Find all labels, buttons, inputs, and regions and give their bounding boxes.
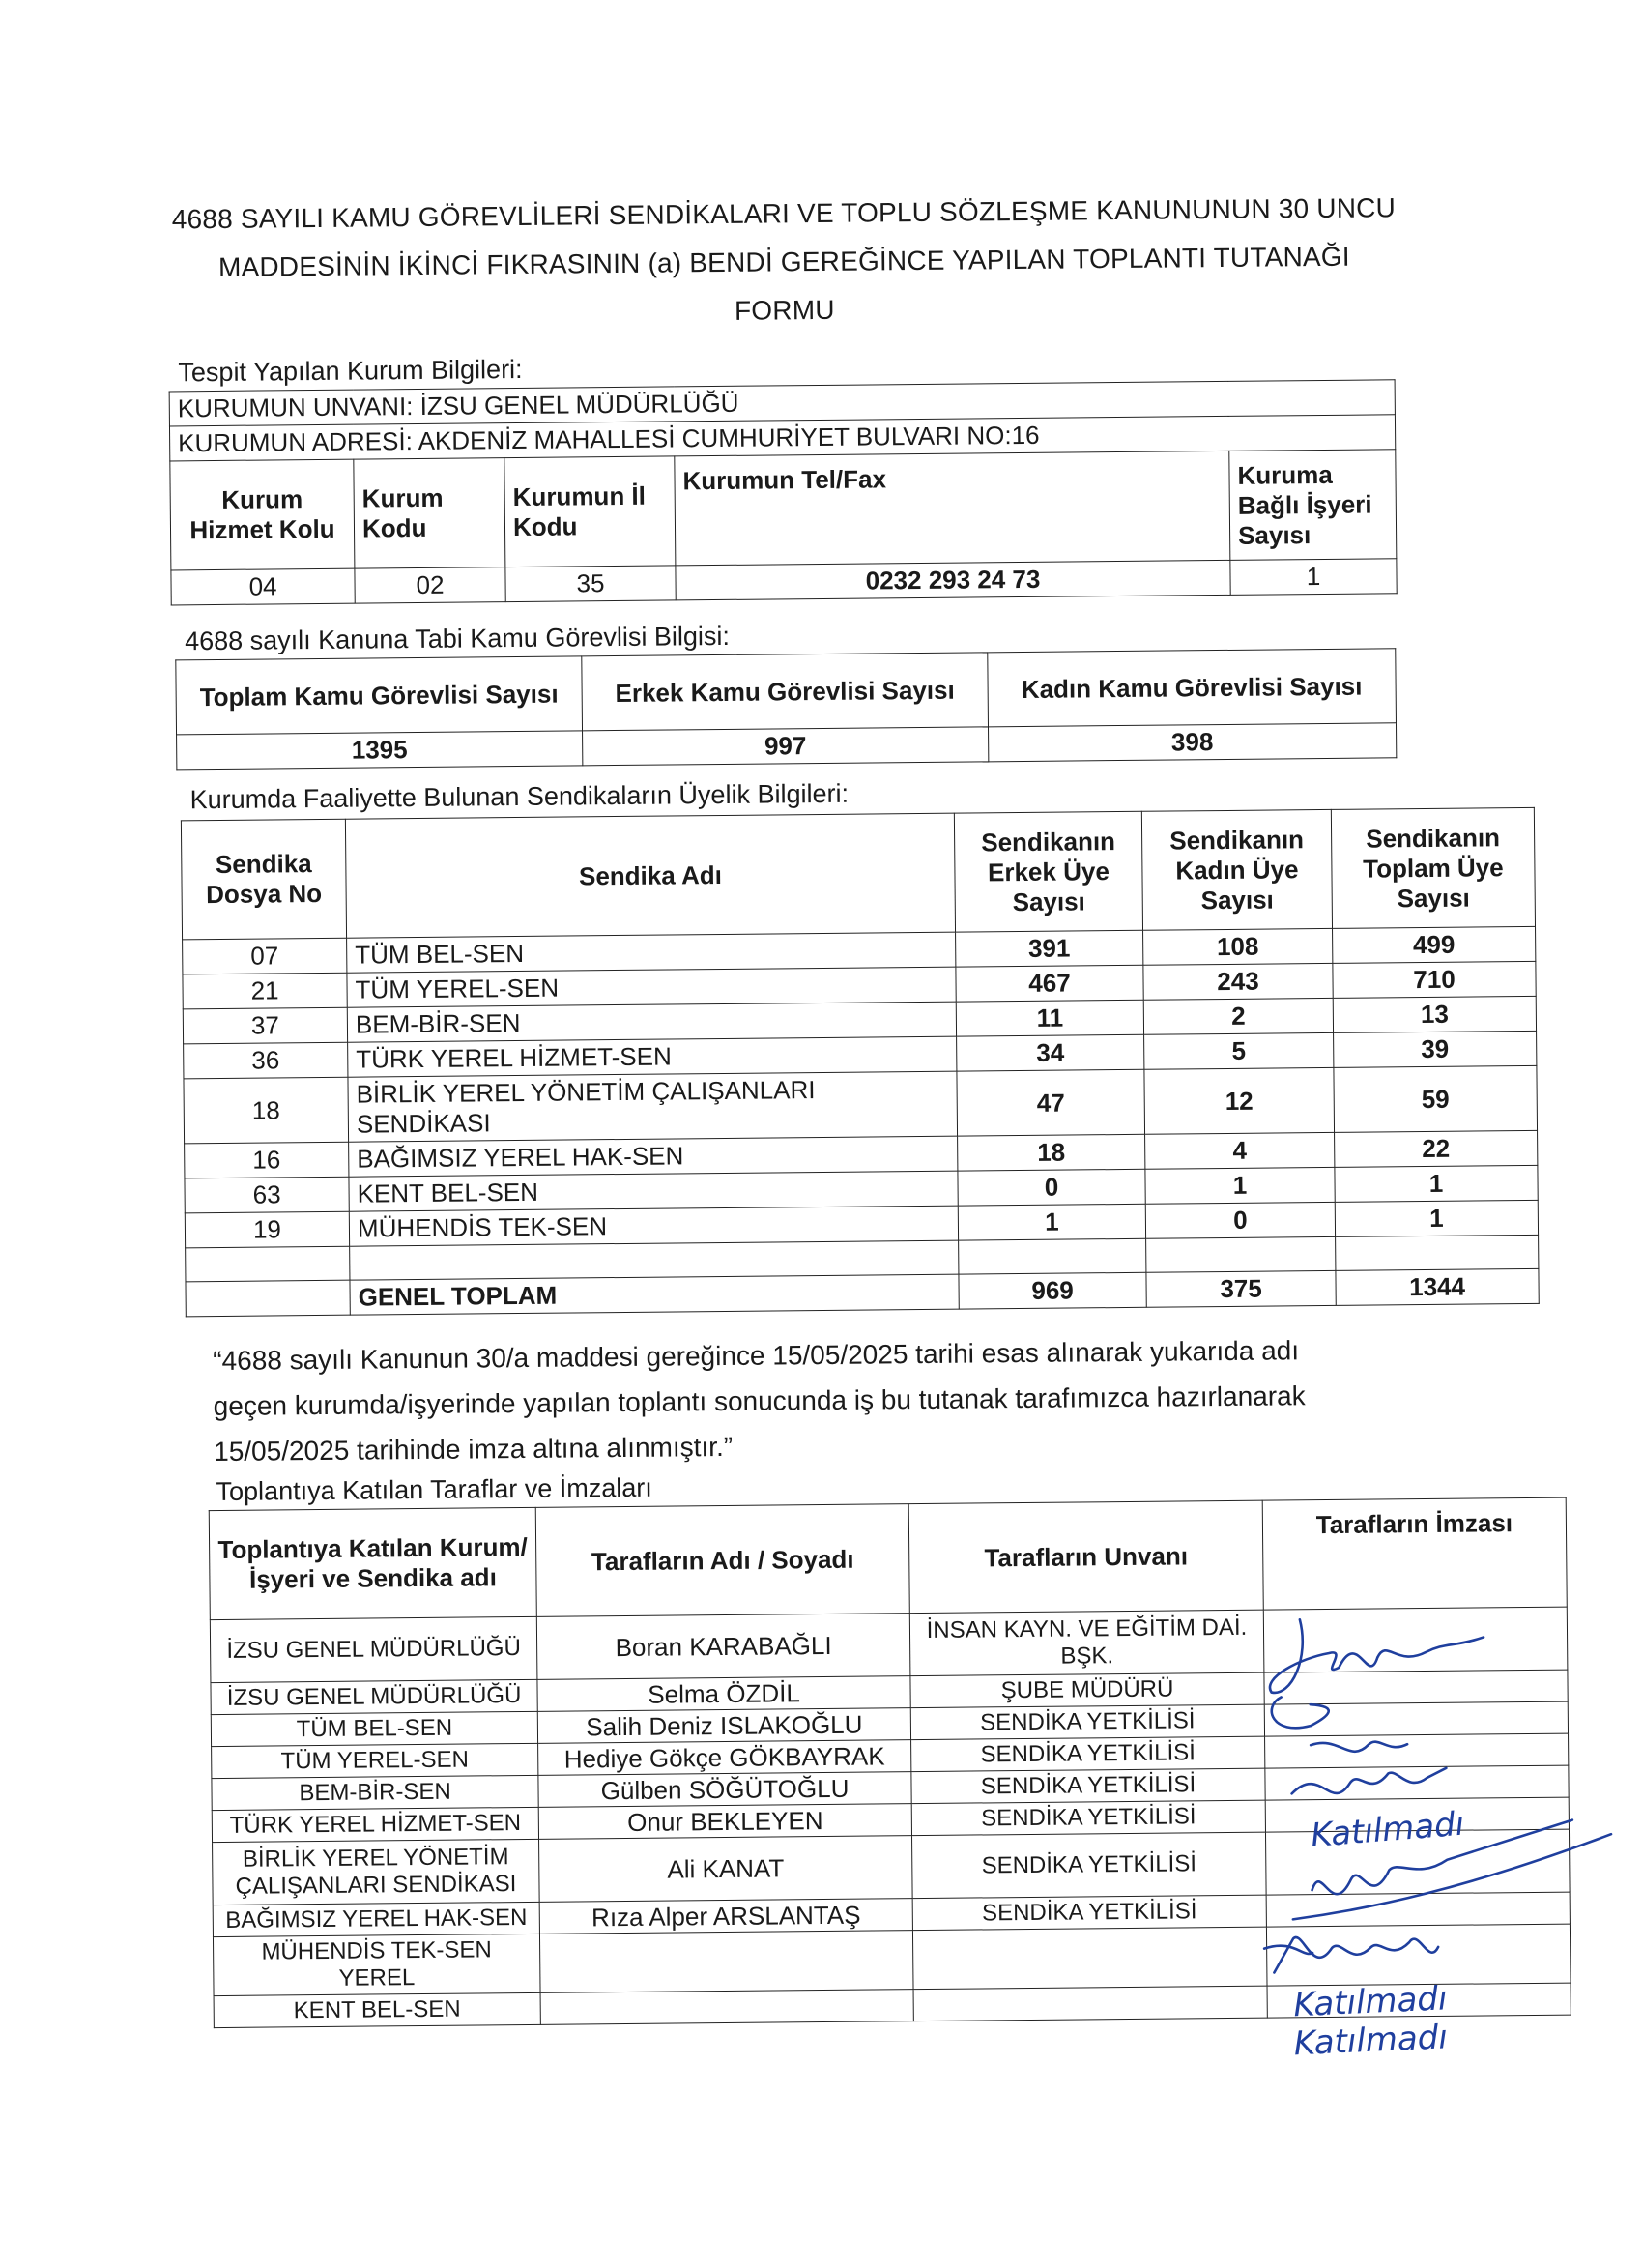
union-cell-name: TÜRK YEREL HİZMET-SEN [348, 1036, 957, 1077]
participant-cell-title: SENDİKA YETKİLİSİ [911, 1736, 1265, 1772]
union-cell-total: 59 [1334, 1065, 1538, 1132]
union-cell-female: 4 [1145, 1132, 1335, 1169]
participant-cell-name: Boran KARABAĞLI [536, 1614, 910, 1680]
handwritten-not-attended-3: Katılmadı [1292, 2018, 1449, 2064]
header-female-employees: Kadın Kamu Görevlisi Sayısı [988, 649, 1397, 727]
union-cell-no: 07 [183, 938, 347, 974]
participant-cell-org: TÜM YEREL-SEN [212, 1743, 538, 1778]
union-cell-name: TÜM BEL-SEN [347, 932, 956, 973]
institution-name: KURUMUN UNVANI: İZSU GENEL MÜDÜRLÜĞÜ [169, 380, 1395, 426]
union-total-label: GENEL TOPLAM [350, 1274, 959, 1315]
participant-signature-cell [1265, 1829, 1570, 1895]
union-cell-male: 467 [956, 965, 1143, 1002]
header-union-total: Sendikanın Toplam Üye Sayısı [1331, 807, 1535, 928]
value-province-code: 35 [505, 566, 676, 602]
participant-cell-org: MÜHENDİS TEK-SEN YEREL [213, 1934, 540, 1995]
union-cell-male: 391 [956, 930, 1143, 967]
value-institution-code: 02 [355, 567, 505, 603]
union-cell-no: 18 [184, 1077, 349, 1144]
header-total-employees: Toplam Kamu Görevlisi Sayısı [176, 656, 583, 735]
statement-line-2: geçen kurumda/işyerinde yapılan toplantı sonucunda iş bu tutanak tarafımızca hazırlanarak [213, 1381, 1306, 1422]
union-cell-total: 39 [1334, 1031, 1537, 1067]
employees-header-row [176, 649, 1397, 735]
union-cell-total: 22 [1335, 1130, 1538, 1167]
institution-header-row [170, 450, 1397, 570]
header-file-no: Sendika Dosya No [181, 819, 346, 940]
union-cell-female: 1 [1145, 1167, 1335, 1204]
value-female-employees: 398 [989, 723, 1397, 762]
union-total-female: 375 [1146, 1270, 1336, 1307]
participant-cell-name: Onur BEKLEYEN [538, 1804, 911, 1840]
handwritten-not-attended-1: Katılmadı [1309, 1804, 1466, 1856]
title-line-1: 4688 SAYILI KAMU GÖREVLİLERİ SENDİKALARI VE TOPLU SÖZLEŞME KANUNUNUN 30 UNCU [171, 192, 1397, 235]
participant-cell-org: BAĞIMSIZ YEREL HAK-SEN [213, 1902, 539, 1936]
union-cell-female: 2 [1143, 998, 1333, 1034]
handwritten-not-attended-2: Katılmadı [1292, 1979, 1449, 2025]
participant-signature-cell [1265, 1797, 1569, 1832]
union-total-total: 1344 [1336, 1268, 1539, 1305]
participant-cell-name: Hediye Gökçe GÖKBAYRAK [538, 1740, 911, 1776]
participant-cell-org: TÜRK YEREL HİZMET-SEN [212, 1807, 538, 1842]
participant-cell-name [540, 1990, 913, 2025]
participant-cell-title: SENDİKA YETKİLİSİ [912, 1832, 1267, 1899]
value-male-employees: 997 [583, 727, 989, 766]
institution-address: KURUMUN ADRESİ: AKDENİZ MAHALLESİ CUMHURİYET BULVARI NO:16 [169, 415, 1395, 461]
participant-cell-title: İNSAN KAYN. VE EĞİTİM DAİ. BŞK. [909, 1610, 1264, 1676]
union-cell-name: BAĞIMSIZ YEREL HAK-SEN [349, 1136, 958, 1177]
participant-signature-cell [1266, 1924, 1571, 1986]
participant-cell-title [912, 1927, 1267, 1990]
participant-cell-org: BİRLİK YEREL YÖNETİM ÇALIŞANLARI SENDİKASI [213, 1839, 540, 1905]
employees-section-label: 4688 sayılı Kanuna Tabi Kamu Görevlisi Bilgisi: [184, 621, 731, 656]
participant-signature-cell [1265, 1765, 1569, 1800]
union-cell-name: BİRLİK YEREL YÖNETİM ÇALIŞANLARI SENDİKASI [348, 1071, 958, 1142]
participant-signature-cell [1264, 1670, 1568, 1704]
participant-cell-org: KENT BEL-SEN [214, 1992, 540, 2027]
unions-table [181, 807, 1540, 1317]
value-service-branch: 04 [171, 568, 355, 605]
participant-cell-org: İZSU GENEL MÜDÜRLÜĞÜ [210, 1616, 537, 1682]
union-cell-no: 36 [184, 1042, 348, 1079]
employees-table [175, 648, 1397, 770]
participant-cell-org: BEM-BİR-SEN [212, 1775, 538, 1810]
header-province-code: Kurumun İl Kodu [504, 456, 676, 567]
union-cell-total: 13 [1333, 996, 1536, 1032]
value-total-employees: 1395 [177, 731, 583, 770]
union-cell-name: KENT BEL-SEN [349, 1171, 958, 1211]
union-cell-no: 63 [185, 1177, 349, 1213]
union-cell-male: 1 [958, 1204, 1145, 1240]
participant-cell-title: SENDİKA YETKİLİSİ [912, 1895, 1266, 1931]
union-cell-female: 0 [1145, 1202, 1335, 1238]
unions-header-row [181, 807, 1535, 939]
participant-cell-name [539, 1931, 913, 1993]
header-service-branch: Kurum Hizmet Kolu [170, 459, 355, 570]
header-union-male: Sendikanın Erkek Üye Sayısı [954, 811, 1142, 932]
institution-table [169, 379, 1398, 605]
participant-signature-cell [1265, 1733, 1569, 1768]
union-cell-total: 710 [1333, 961, 1536, 998]
union-cell-male: 34 [957, 1034, 1144, 1071]
union-cell-female: 243 [1143, 963, 1333, 1000]
participant-cell-title: SENDİKA YETKİLİSİ [911, 1768, 1265, 1804]
participant-cell-name: Salih Deniz ISLAKOĞLU [537, 1708, 910, 1744]
union-cell-total: 1 [1335, 1200, 1538, 1236]
form-title [146, 184, 1423, 341]
header-union-female: Sendikanın Kadın Üye Sayısı [1141, 809, 1332, 930]
header-tel-fax: Kurumun Tel/Fax [675, 451, 1230, 566]
unions-section-label: Kurumda Faaliyette Bulunan Sendikaların Üyelik Bilgileri: [189, 778, 850, 815]
title-line-2: MADDESİNİN İKİNCİ FIKRASININ (a) BENDİ GEREĞİNCE YAPILAN TOPLANTI TUTANAĞI [217, 241, 1350, 282]
participant-cell-title: SENDİKA YETKİLİSİ [911, 1800, 1265, 1836]
participants-table [209, 1497, 1571, 2028]
participant-cell-title: SENDİKA YETKİLİSİ [910, 1704, 1264, 1740]
union-cell-male: 18 [958, 1134, 1145, 1171]
participant-cell-title [913, 1986, 1267, 2021]
header-male-employees: Erkek Kamu Görevlisi Sayısı [582, 653, 989, 731]
value-workplaces: 1 [1230, 559, 1397, 596]
value-tel-fax: 0232 293 24 73 [676, 560, 1230, 600]
union-cell-total: 1 [1335, 1165, 1538, 1202]
union-cell-no: 37 [183, 1007, 347, 1044]
union-cell-name: MÜHENDİS TEK-SEN [349, 1206, 958, 1246]
participant-cell-name: Gülben SÖĞÜTOĞLU [538, 1772, 911, 1808]
union-cell-name: TÜM YEREL-SEN [347, 967, 956, 1007]
institution-section-label: Tespit Yapılan Kurum Bilgileri: [178, 354, 523, 388]
union-cell-name: BEM-BİR-SEN [347, 1002, 956, 1042]
header-participant-org: Toplantıya Katılan Kurum/İşyeri ve Sendika adı [209, 1507, 536, 1619]
statement-paragraph [213, 1325, 1480, 1474]
union-cell-total: 499 [1333, 926, 1536, 963]
union-total-male: 969 [959, 1272, 1146, 1309]
participant-cell-org: TÜM BEL-SEN [211, 1711, 537, 1746]
participant-cell-name: Rıza Alper ARSLANTAŞ [539, 1899, 912, 1934]
participant-cell-name: Selma ÖZDİL [537, 1676, 910, 1712]
participant-cell-org: İZSU GENEL MÜDÜRLÜĞÜ [211, 1679, 537, 1714]
union-cell-male: 47 [957, 1069, 1145, 1136]
union-cell-female: 5 [1144, 1032, 1334, 1069]
participant-signature-cell [1263, 1607, 1568, 1672]
union-cell-no: 19 [185, 1211, 349, 1248]
participant-cell-title: ŞUBE MÜDÜRÜ [910, 1672, 1264, 1708]
participant-signature-cell [1267, 1983, 1571, 2018]
header-participant-name: Tarafların Adı / Soyadı [535, 1504, 909, 1617]
header-participant-signature: Tarafların İmzası [1262, 1497, 1567, 1610]
union-cell-male: 11 [956, 1000, 1143, 1036]
union-cell-no: 16 [185, 1142, 349, 1178]
union-cell-male: 0 [958, 1169, 1145, 1206]
title-line-3: FORMU [734, 294, 835, 326]
participant-cell-name: Ali KANAT [539, 1836, 913, 1903]
header-union-name: Sendika Adı [345, 813, 955, 938]
union-cell-female: 108 [1143, 928, 1333, 965]
participants-header-row [209, 1497, 1567, 1619]
union-cell-no: 21 [183, 973, 347, 1009]
participant-signature-cell [1266, 1892, 1570, 1927]
header-institution-code: Kurum Kodu [354, 458, 505, 568]
statement-line-1: “4688 sayılı Kanunun 30/a maddesi gereğince 15/05/2025 tarihi esas alınarak yukarıda adı [213, 1335, 1300, 1377]
union-cell-female: 12 [1144, 1067, 1335, 1134]
header-participant-title: Tarafların Unvanı [908, 1500, 1263, 1614]
statement-line-3: 15/05/2025 tarihinde imza altına alınmıştır.” [214, 1431, 734, 1468]
header-workplaces: Kuruma Bağlı İşyeri Sayısı [1229, 450, 1397, 561]
participants-section-label: Toplantıya Katılan Taraflar ve İmzaları [216, 1472, 652, 1507]
participant-signature-cell [1264, 1701, 1568, 1736]
